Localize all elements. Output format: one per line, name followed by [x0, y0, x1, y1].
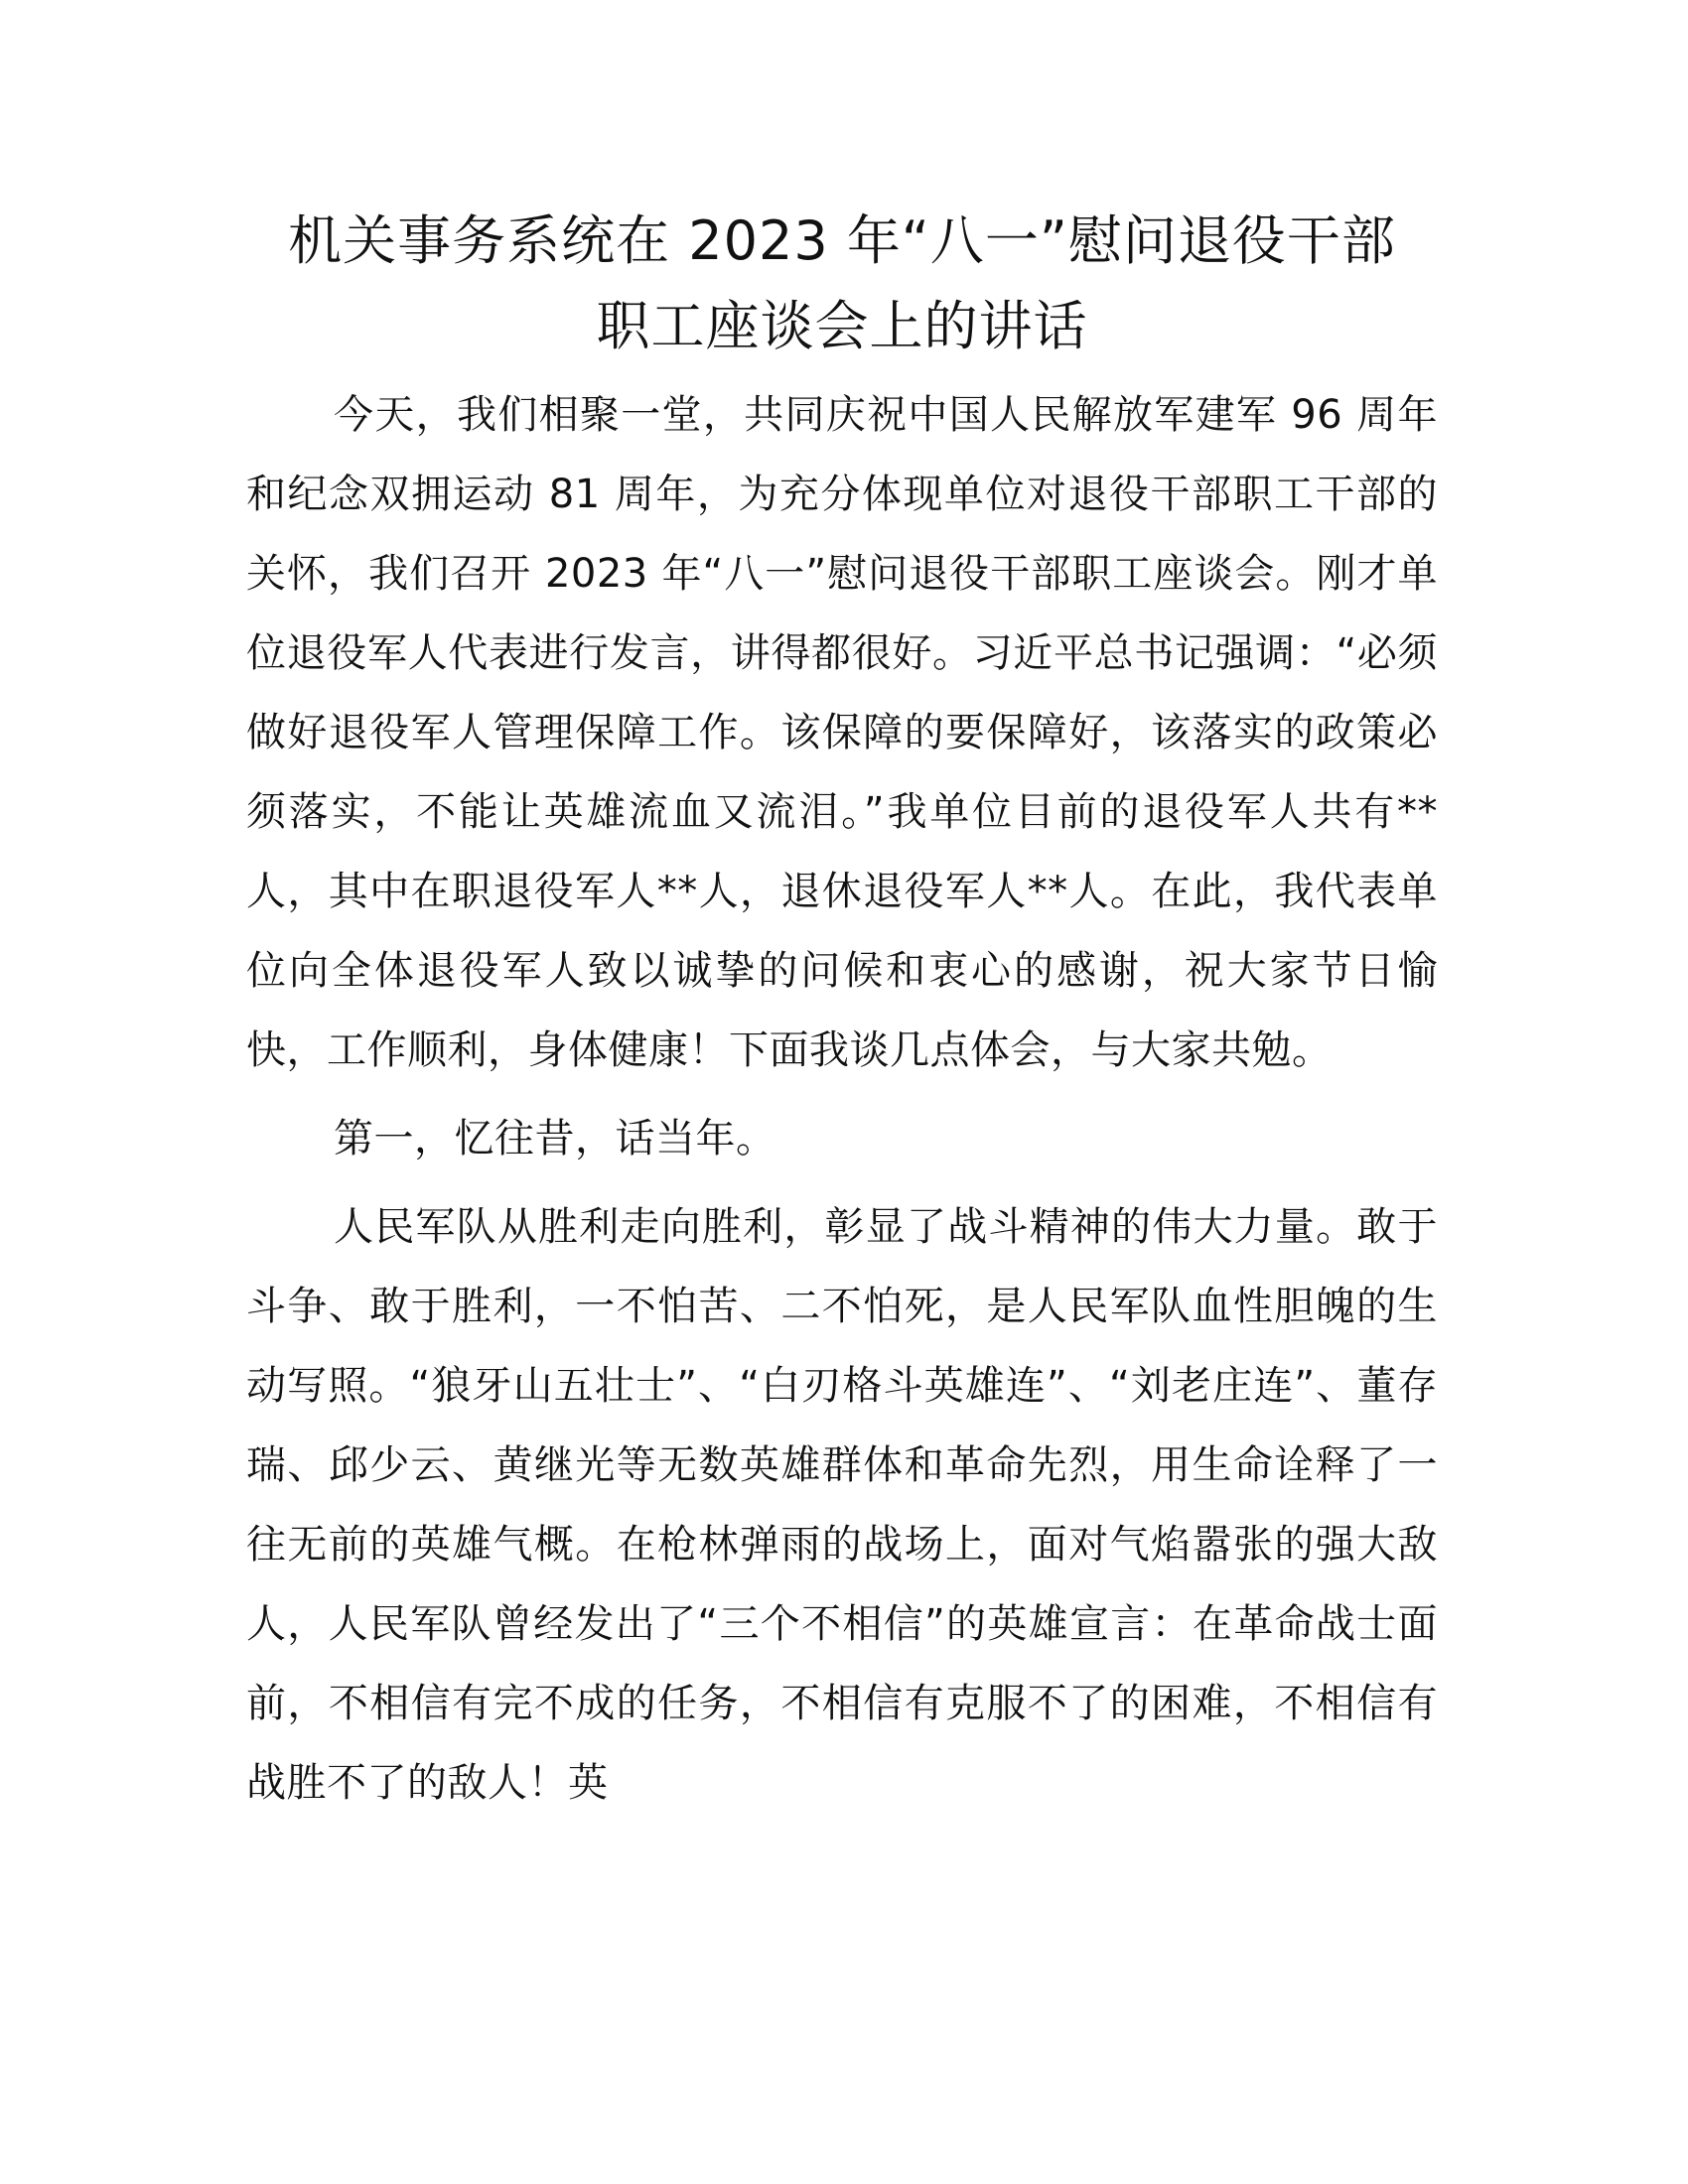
paragraph-intro: 今天，我们相聚一堂，共同庆祝中国人民解放军建军 96 周年和纪念双拥运动 81 周年，为充分体现单位对退役干部职工干部的关怀，我们召开 2023 年“八一”慰问退役干部职工座谈会。刚才单位退役军人代表进行发言，讲得都很好。习近平总书记强调：“必须做好退役军人管理保障工作。该保障的要保障好，该落实的政策必须落实，不能让英雄流血又流泪。”我单位目前的退役军人共有**人，其中在职退役军人**人，退休退役军人**人。在此，我代表单位向全体退役军人致以诚挚的问候和衷心的感谢，祝大家节日愉快，工作顺利，身体健康！下面我谈几点体会，与大家共勉。 — [246, 392, 1438, 1073]
paragraph-history: 人民军队从胜利走向胜利，彰显了战斗精神的伟大力量。敢于斗争、敢于胜利，一不怕苦、二不怕死，是人民军队血性胆魄的生动写照。“狼牙山五壮士”、“白刃格斗英雄连”、“刘老庄连”、董存瑞、邱少云、黄继光等无数英雄群体和革命先烈，用生命诠释了一往无前的英雄气概。在枪林弹雨的战场上，面对气焰嚣张的强大敌人，人民军队曾经发出了“三个不相信”的英雄宣言：在革命战士面前，不相信有完不成的任务，不相信有克服不了的困难，不相信有战胜不了的敌人！英 — [246, 1204, 1438, 1806]
title-line-1: 机关事务系统在 2023 年“八一”慰问退役干部 — [288, 209, 1396, 272]
paragraph-section-heading: 第一，忆往昔，话当年。 — [334, 1116, 776, 1161]
document-body — [246, 375, 1438, 1823]
title-line-2: 职工座谈会上的讲话 — [596, 295, 1088, 357]
document-content — [246, 199, 1438, 1832]
document-title — [246, 199, 1438, 369]
